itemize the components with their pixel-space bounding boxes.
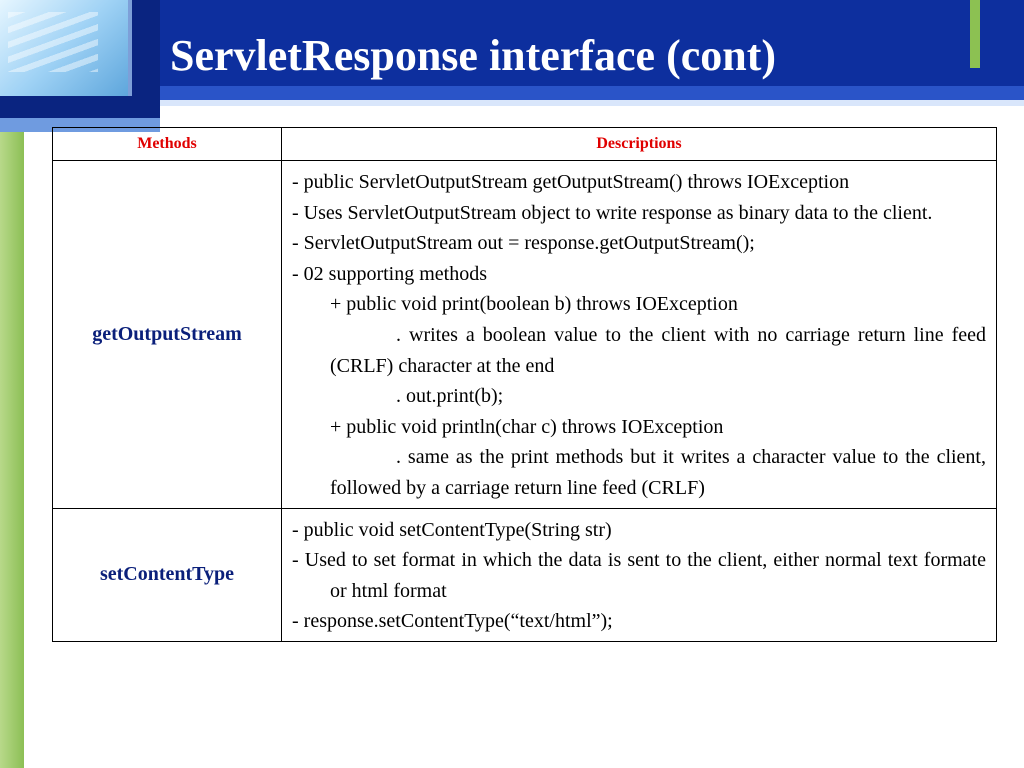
- monitor-icon: [0, 0, 160, 118]
- table-header-row: [53, 128, 997, 161]
- methods-table-wrap: [52, 127, 997, 642]
- methods-table: [52, 127, 997, 642]
- header-descriptions: Descriptions: [282, 128, 997, 161]
- description-line: - Uses ServletOutputStream object to write response as binary data to the client.: [292, 201, 933, 224]
- description-line: . writes a boolean value to the client with no carriage return line feed (CRLF) character at the end: [330, 323, 986, 377]
- description-line: + public void print(boolean b) throws IOException: [330, 293, 738, 316]
- description-line: + public void println(char c) throws IOException: [330, 415, 724, 438]
- left-green-stripe: [0, 132, 24, 768]
- header-methods: Methods: [53, 128, 282, 161]
- description-line: - Used to set format in which the data is sent to the client, either normal text formate or html format: [292, 549, 986, 602]
- description-line: - response.setContentType(“text/html”);: [292, 610, 613, 633]
- description-line: - ServletOutputStream out = response.getOutputStream();: [292, 232, 755, 255]
- method-name-getoutputstream: getOutputStream: [53, 161, 282, 509]
- monitor-screen-icon: [0, 0, 132, 96]
- method-name-setcontenttype: setContentType: [53, 508, 282, 641]
- accent-green-bar: [970, 0, 980, 68]
- description-line: - 02 supporting methods: [292, 262, 487, 285]
- description-line: . same as the print methods but it writes a character value to the client, followed by a carriage return line feed (CRLF): [330, 446, 986, 499]
- method-description: [282, 508, 997, 641]
- monitor-glare: [8, 12, 98, 72]
- title-bar-shade: [160, 86, 1024, 100]
- table-body: [53, 161, 997, 642]
- description-line: - public void setContentType(String str): [292, 518, 612, 541]
- slide-title: ServletResponse interface (cont): [170, 31, 777, 80]
- description-line: - public ServletOutputStream getOutputStream() throws IOException: [292, 171, 850, 193]
- description-line: . out.print(b);: [396, 385, 504, 408]
- table-row: [53, 161, 997, 509]
- method-description: [282, 161, 997, 509]
- table-row: [53, 508, 997, 641]
